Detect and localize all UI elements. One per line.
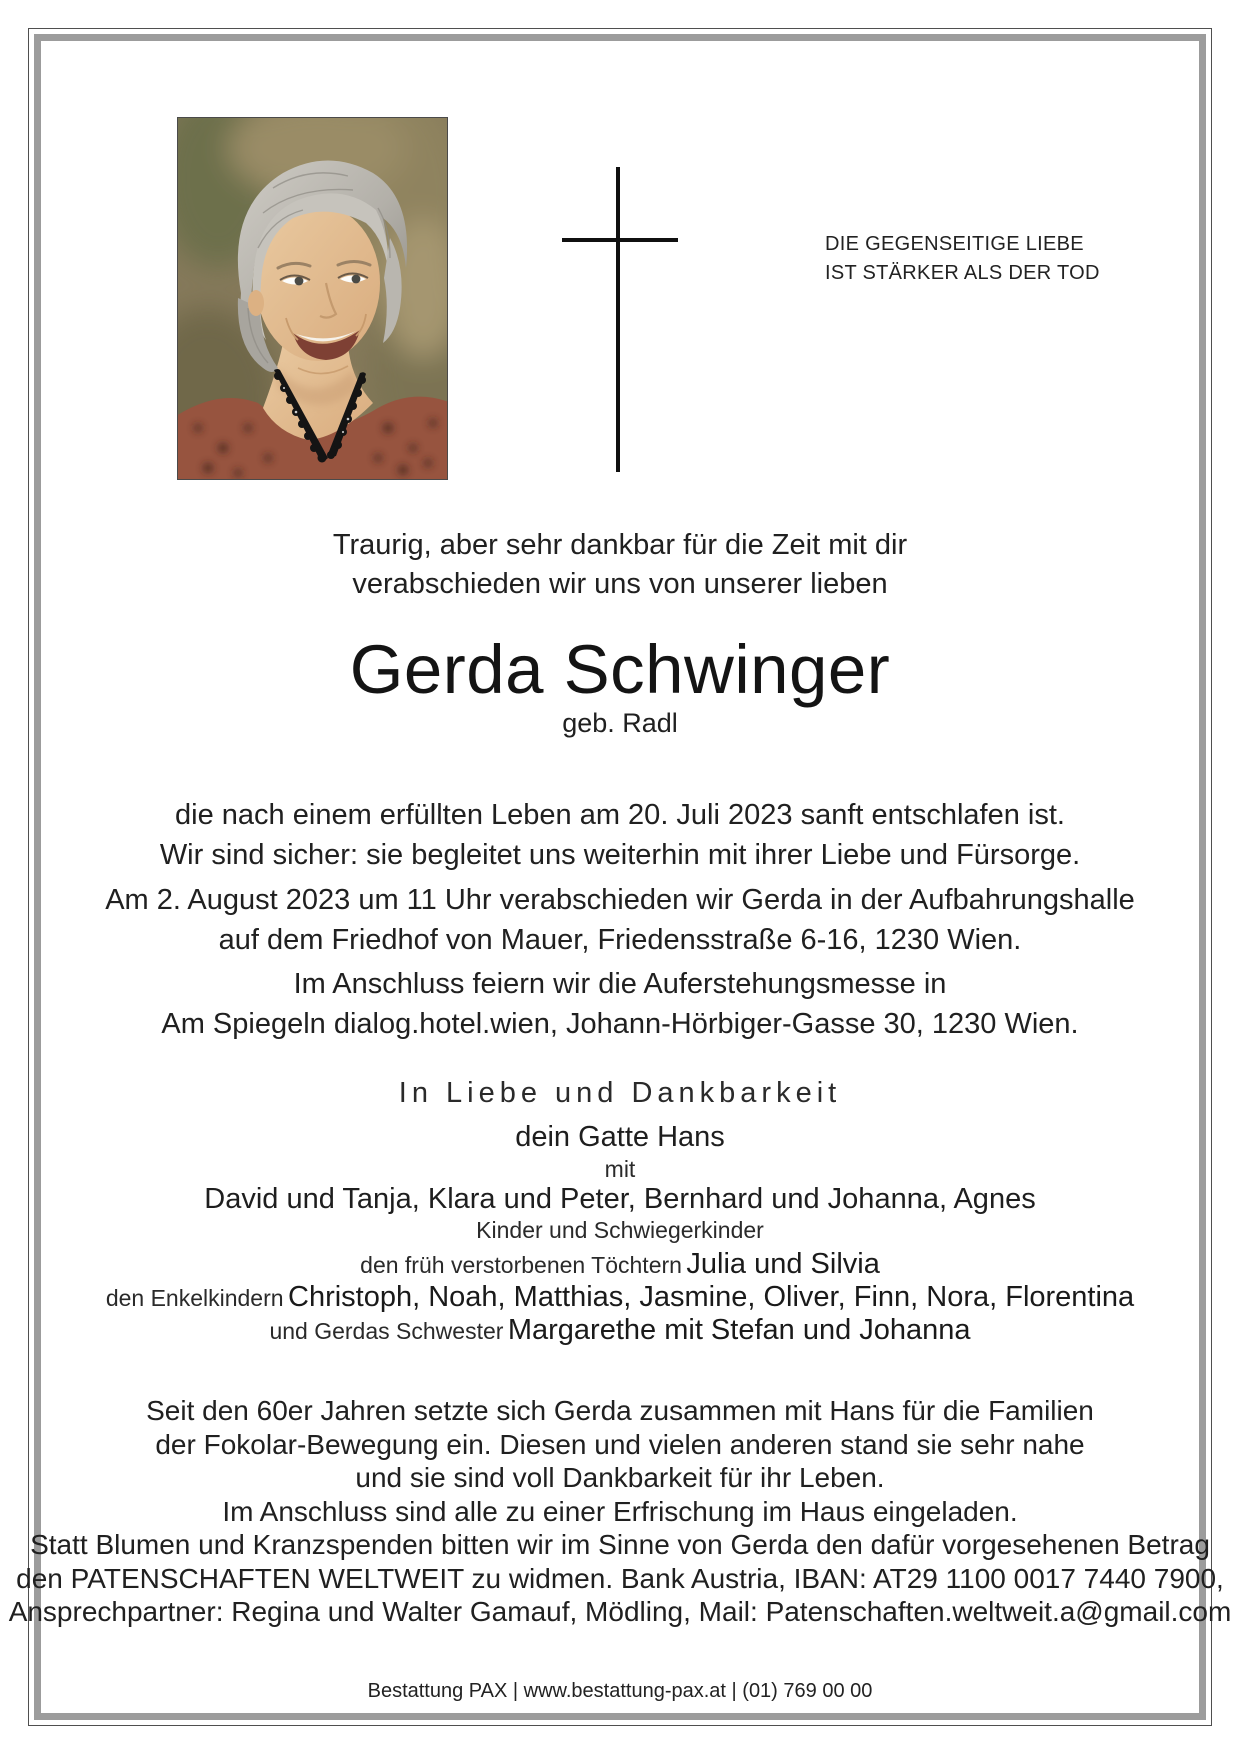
grandchildren-names: Christoph, Noah, Matthias, Jasmine, Oliver, Finn, Nora, Florentina <box>288 1281 1135 1313</box>
mass-line-1: Im Anschluss feiern wir die Auferstehungsmesse in <box>293 968 947 1000</box>
intro-line-2: verabschieden wir uns von unserer lieben <box>352 568 888 600</box>
death-line-1: die nach einem erfüllten Leben am 20. Juli 2023 sanft entschlafen ist. <box>175 799 1065 831</box>
motto-line-2: IST STÄRKER ALS DER TOD <box>825 262 1100 284</box>
mass-line-2: Am Spiegeln dialog.hotel.wien, Johann-Hörbiger-Gasse 30, 1230 Wien. <box>161 1008 1079 1040</box>
sister-prefix: und Gerdas Schwester <box>269 1318 504 1344</box>
grandchildren-prefix: den Enkelkindern <box>105 1285 284 1311</box>
intro-line-1: Traurig, aber sehr dankbar für die Zeit mit dir <box>332 529 908 561</box>
closing-line-1: Seit den 60er Jahren setzte sich Gerda zusammen mit Hans für die Familien <box>146 1395 1094 1426</box>
closing-paragraph <box>0 1394 1240 1629</box>
portrait-photo-graphic <box>178 118 447 479</box>
grandchildren-line <box>0 1281 1240 1314</box>
portrait-photo <box>177 117 448 480</box>
daughters-line <box>0 1248 1240 1281</box>
closing-line-6: den PATENSCHAFTEN WELTWEIT zu widmen. Bank Austria, IBAN: AT29 1100 0017 7440 7900, <box>16 1562 1224 1594</box>
children-names: David und Tanja, Klara und Peter, Bernhard und Johanna, Agnes <box>204 1183 1036 1215</box>
spouse-line: dein Gatte Hans <box>515 1121 725 1153</box>
children-label: Kinder und Schwiegerkinder <box>476 1217 764 1243</box>
mit-label: mit <box>604 1156 636 1182</box>
farewell-paragraph <box>0 880 1240 960</box>
farewell-line-2: auf dem Friedhof von Mauer, Friedensstraße 6-16, 1230 Wien. <box>218 924 1022 956</box>
closing-line-2: der Fokolar-Bewegung ein. Diesen und vielen anderen stand sie sehr nahe <box>155 1428 1085 1460</box>
love-gratitude-title: In Liebe und Dankbarkeit <box>398 1077 842 1109</box>
deceased-name: Gerda Schwinger <box>349 631 891 708</box>
daughters-prefix: den früh verstorbenen Töchtern <box>360 1252 682 1278</box>
motto-line-1: DIE GEGENSEITIGE LIEBE <box>825 233 1084 255</box>
daughters-names: Julia und Silvia <box>686 1248 880 1280</box>
sister-line <box>0 1314 1240 1347</box>
closing-line-4: Im Anschluss sind alle zu einer Erfrischung im Haus eingeladen. <box>222 1495 1018 1527</box>
closing-line-5: Statt Blumen und Kranzspenden bitten wir im Sinne von Gerda den dafür vorgesehenen Betrag <box>30 1529 1210 1560</box>
closing-line-3: und sie sind voll Dankbarkeit für ihr Leben. <box>355 1462 885 1493</box>
mass-paragraph <box>0 964 1240 1044</box>
farewell-line-1: Am 2. August 2023 um 11 Uhr verabschieden wir Gerda in der Aufbahrungshalle <box>105 884 1135 916</box>
deceased-birth-name: geb. Radl <box>562 708 678 738</box>
motto-text <box>825 230 1155 288</box>
intro-text <box>0 526 1240 604</box>
closing-line-7: Ansprechpartner: Regina und Walter Gamauf, Mödling, Mail: Patenschaften.weltweit.a@gmail.com <box>8 1596 1232 1627</box>
death-paragraph <box>0 795 1240 875</box>
funeral-home-footer: Bestattung PAX | www.bestattung-pax.at | (01) 769 00 00 <box>367 1680 873 1702</box>
cross-icon-bar <box>562 238 678 242</box>
sister-names: Margarethe mit Stefan und Johanna <box>507 1314 971 1346</box>
cross-icon <box>616 167 620 472</box>
death-line-2: Wir sind sicher: sie begleitet uns weiterhin mit ihrer Liebe und Fürsorge. <box>159 839 1081 871</box>
